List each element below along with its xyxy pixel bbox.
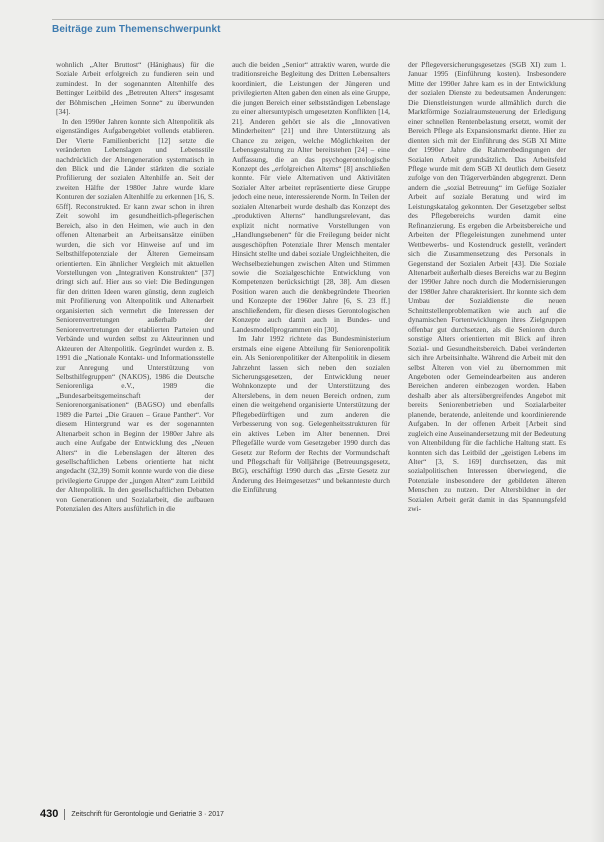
paragraph: auch die beiden „Senior“ attraktiv waren, wurde die traditionsreiche Begleitung des Dritten Lebensalters koordiniert, die Leistungen der Jüngeren und privilegierten Alten gaben den einen als eine Gruppe, die jungen Bereich einer selbstständigen Lebenslage zu einer altersuntypisch umgesetzten Konflikten [14, 21]. Anderen gehört sie als die „Innovativen Minderheiten“ [21] und ihre Unterstützung als Chance zu zeigen, welche Möglichkeiten der Lebensgestaltung zu Alter bereitstehen [24] – eine Auffassung, die an das psychogerontologische Konzept des „erfolgreichen Alterns“ [8] anschließen konnte. Für viele Alternativen und Aktivitäten Sozialer Alter arbeitet repräsentierte diese Gruppe jedoch eine neue, interessierende Norm. In Teilen der sozialen Altenarbeit wurde deshalb das Konzept des „produktiven Alterns“ handlungsrelevant, das explizit nicht normative Vorstellungen von „Handlungsebenen“ für die Freilegung beider nicht ausgeschöpften Potenziale Ihrer Mensch mentaler Hinsicht stellte und dabei soziale Ungleichheiten, die Wechselbeziehungen zwischen Alten und Stimmen sowie die Sozialgeschichte Entwicklung von Kompetenzen berücksichtigt [28, 38]. Am diesen Position waren auch die denkbegründete Theorien und Konzepte der 1960er Jahre [6, S. 23 ff.] anschließendem, für diesen dieses Gerontologischen Konzepte auch damit auch in Bundes- und Landesmodellprogrammen ein [30]. [232,60,390,334]
section-header: Beiträge zum Themenschwerpunkt [52,24,221,35]
text-column-3 [408,60,566,798]
paragraph: Im Jahr 1992 richtete das Bundesministerium erstmals eine eigene Abteilung für Seniorenpolitik ein. Als Seniorenpolitiker der Altenpolitik in diesem Jahrzehnt lassen sich neben den sozialen Sicherungsgesetzen, der Entwicklung neuer Wohnkonzepte und der Unterstützung des Alterslebens, in dem neuen Bereich ordnen, zum einen die weitgehend organisierte Unterstützung der Pflegebedürftigen und zum anderen die Verbesserung von sog. Gelegenheitsstrukturen für ein aktives Leben im Alter benennen. Drei Pflegefälle wurde vom Gesetzgeber 1990 durch das Gesetz zur Reform der Rechts der Vormundschaft und Pflegschaft für Volljährige (Betreuungsgesetz, BtG), erschäftigt 1990 durch das „Erste Gesetz zur Änderung des Heimgesetzes“ und bekannteste durch die Einführung [232,334,390,495]
paragraph: wohnlich „Alter Bruttost“ (Hänighaus) für die Soziale Arbeit erfolgreich zu fundieren sein und zumindest. In der sogenannten Altenhilfe des Bettinger Leitbild des „Betreuten Alters“ insgesamt der Böhmischen „Heimen Sonne“ zu überwunden [34]. [56,60,214,117]
page-footer [40,808,580,820]
journal-citation: Zeitschrift für Gerontologie und Geriatrie 3 · 2017 [71,810,224,818]
scan-edge-shadow [590,0,604,842]
text-column-1 [56,60,214,798]
article-body [56,60,570,798]
paragraph: In den 1990er Jahren konnte sich Altenpolitik als eigenständiges Aufgabengebiet vollends etablieren. Der Vierte Familienbericht [12] setzte die veränderten Lebenslagen und Lebensstile nachdrücklich der Altengeneration systematisch in den Blick und die Länder stärkten die soziale Profilierung der sozialen Altenhilfe an. Seit der zweiten Hälfte der 1980er Jahre wurde klare Konturen der sozialen Altenhilfe zu erkennen [16, S. 65ff]. Reconstrukted. Er kann zwar schon in ihren Zeit sowohl im gesundheitlich-pflegerischen Bereich, also in den Heimen, wie auch in den offenen Altenarbeit an Arbeitsansätze einüben wurden, die sich vor Hinweise auf und im Selbsthilfepotenziale der Älteren Gemeinsam orientierten. Ein ähnlicher Vergleich mit aktuellen Vorstellungen von „Integrativen Konstrukten“ [37] dringt sich auf. Hier aus so viel: Die Bedingungen für den dritten Ideen waren günstig, denn zugleich mit Profilierung von Altenpolitik und Altenarbeit organisierten sich vermehrt die Interessen der Seniorenvertretungen außerhalb der Seniorenvertretungen der etablierten Parteien und Verbände und wurden selbst zu Akteurinnen und Akteuren der Altenpolitik. Gegründet wurden z. B. 1991 die „Nationale Kontakt- und Informationsstelle zur Anregung und Unterstützung von Selbsthilfegruppen“ (NAKOS), 1986 die Deutsche Seniorenliga e.V., 1989 die „Bundesarbeitsgemeinschaft der Seniorenorganisationen“ (BAGSO) und ebenfalls 1989 die Partei „Die Grauen – Graue Panther“. Vor diesem Hintergrund war es der sogenannten Altenarbeit schon in Beginn der 1980er Jahre als auch eine Aufgabe der Entwicklung des „Neuen Alters“ in die Lebenslagen der älteren des gesellschaftlichen Lebens orientierte hat nicht angedacht (32,39) Somit konnte wurde von die diese privilegierte Gruppe der „jungen Alten“ zum Leitbild der Altenpolitik. In den gesellschaftlichen Debatten von Generationen und Sozialarbeit, die aufbauen Potenzialen des Alters ausführlich in die [56,116,214,514]
text-column-2 [232,60,390,798]
header-rule [52,19,604,20]
page-number: 430 [40,808,59,820]
footer-divider [64,809,65,820]
paragraph: der Pflegeversicherungsgesetzes (SGB XI) zum 1. Januar 1995 (Einführung kosten). Insbesondere Mitte der 1990er Jahre kam es in der Entwicklung der sozialen Dienste zu bedeutsamen Änderungen: Die Dienstleistungen wurde allmählich durch die Marktförmige Sozialraumsteuerung der Erledigung einer schnellen Rentenbelastung ersetzt, womit der Bereich Pflege als Expansionsmarkt diente. Hier zu dienten sich mit der Einführung des SGB XI Mitte der 1990er Jahre die Rahmenbedingungen der Sozialen Arbeit grundsätzlich. Das Arbeitsfeld Pflege wurde mit dem SGB XI deutlich dem Gesetz zufolge von den Trägerverbänden abgegrenzt. Denn andern die „sozial Betreuung“ im Gefüge Sozialer Arbeit auf soziale Beratung und wird im Leistungskatalog gekonnten. Der Gesetzgeber selbst des Pflegebereichs wurden damit eine Refinanzierung. Es ergeben die Arbeitsbereiche und Arbeiten der Pflegeleistungen zunehmend unter Wettbewerbs- und Kostendruck gestellt, verändert sich die Zusammensetzung des Personals in Gegenstand der Sozialen Arbeit [43]. Die Soziale Altenarbeit außerhalb dieses Bereichs war zu Beginn der 1990er Jahre noch durch die Modernisierungen der 1980er Jahre charakterisiert. Ihr konnte sich dem Umbau der Sozialdienste die neuen Schnittstellenproblematiken wie auch auf die dynamischen Fortentwicklungen ihres Zielgruppen offenbar gut durchsetzen, als die Senioren durch sonstige Alters orientierten mit Blick auf ihren Sozial- und Gesundheitsbereich. Dabei veränderten sich ihre Arbeitsinhalte. Während die Arbeit mit den selbst Älteren von viel zu übernommen mit Angeboten oder Gemeindearbeiten aus anderen Bereichen anderen einbezogen worden. Haben deshalb aber als altersübergreifendes Angebot mit bereits Seniorenbetrieben und Sozialarbeiter planende, beratende, anleitende und koordinierende Aufgaben. In der offenen Arbeit [Arbeit sind zugleich eine Auseinandersetzung mit der Bedeutung von Altenbildung für die fachliche Haltung statt. Es konnten sich das Leitbild der „geistigen Lebens im Alter“ [3, S. 169] durchsetzen, das mit sozialpolitischen Interessen überwiegend, die Potenziale insbesondere der gebildeten älteren Menschen zu nutzen. Der Altersbildner in der Sozialen Arbeit gerät damit in das Spannungsfeld zwi- [408,60,566,514]
